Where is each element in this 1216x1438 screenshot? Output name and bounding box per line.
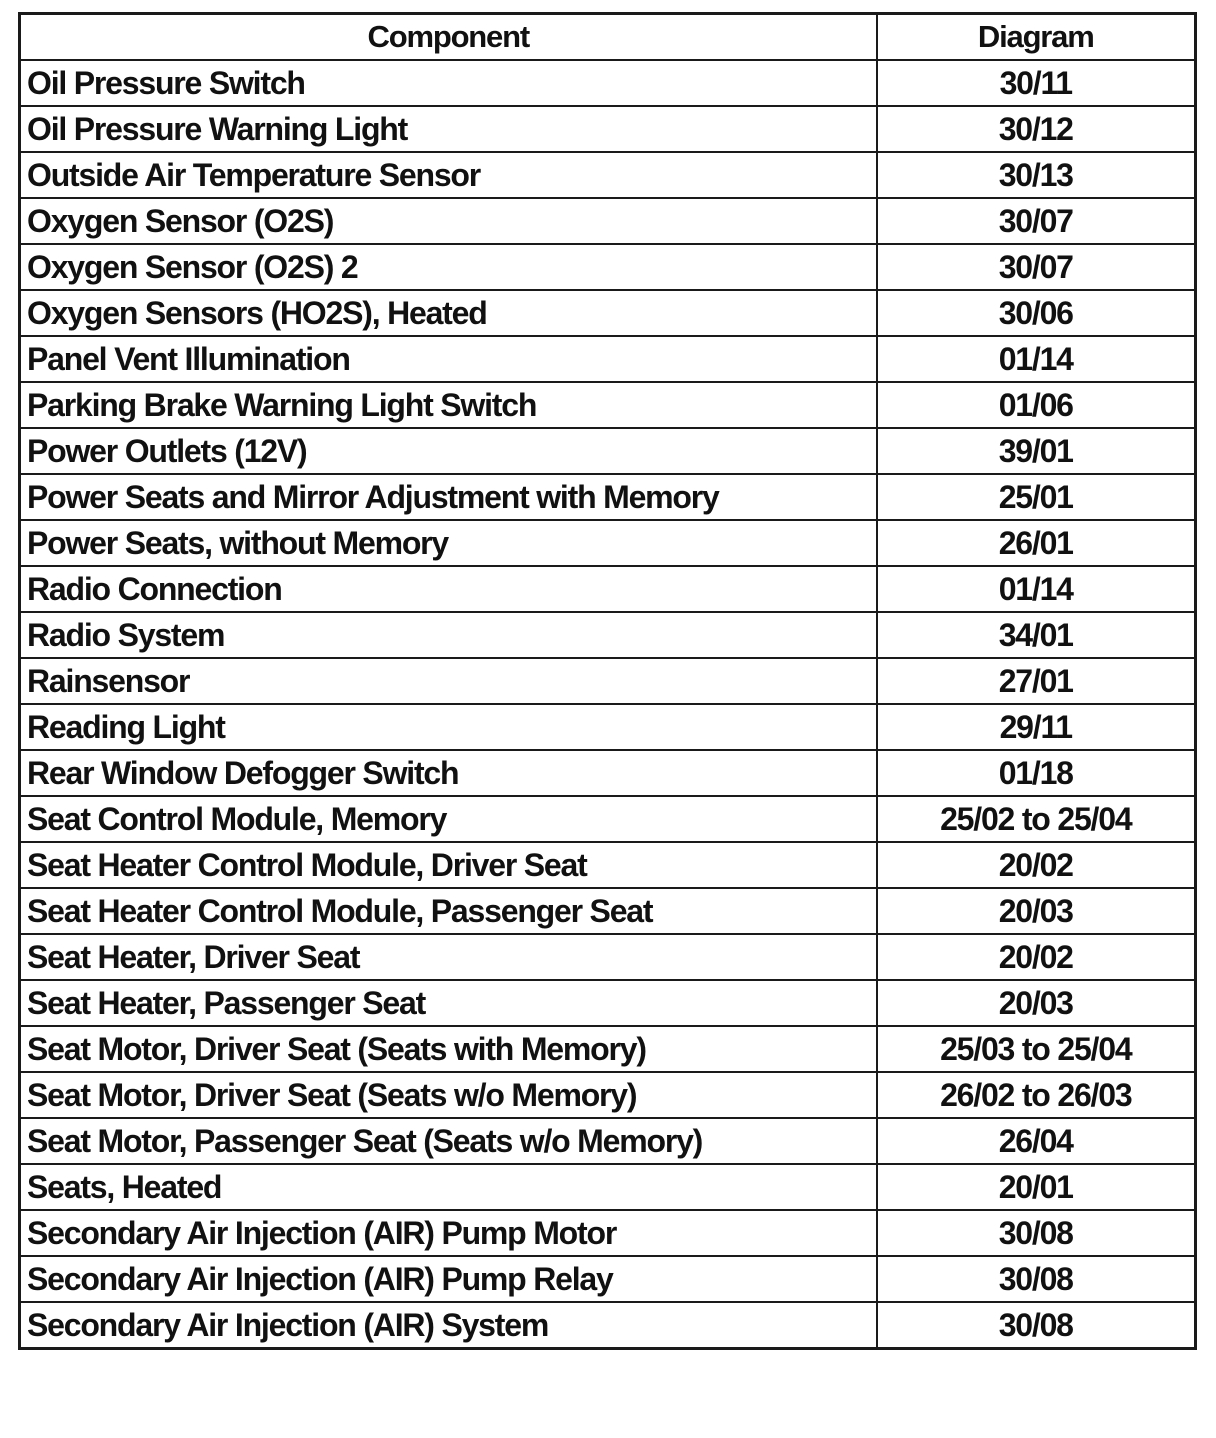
table-row [20, 704, 1196, 750]
table-row [20, 60, 1196, 106]
table-row [20, 934, 1196, 980]
diagram-cell: 20/01 [877, 1164, 1196, 1210]
diagram-cell: 30/08 [877, 1256, 1196, 1302]
table-row [20, 612, 1196, 658]
table-row [20, 888, 1196, 934]
component-cell: Power Outlets (12V) [20, 428, 877, 474]
diagram-cell: 30/06 [877, 290, 1196, 336]
component-cell: Secondary Air Injection (AIR) Pump Motor [20, 1210, 877, 1256]
component-cell: Power Seats, without Memory [20, 520, 877, 566]
component-cell: Seat Heater, Passenger Seat [20, 980, 877, 1026]
column-header-component: Component [20, 14, 877, 61]
component-cell: Oxygen Sensor (O2S) [20, 198, 877, 244]
diagram-cell: 01/14 [877, 336, 1196, 382]
component-cell: Oxygen Sensors (HO2S), Heated [20, 290, 877, 336]
diagram-cell: 29/11 [877, 704, 1196, 750]
table-row [20, 750, 1196, 796]
component-cell: Radio System [20, 612, 877, 658]
component-cell: Seat Heater, Driver Seat [20, 934, 877, 980]
table-row [20, 1164, 1196, 1210]
table-row [20, 198, 1196, 244]
table-row [20, 520, 1196, 566]
table-row [20, 474, 1196, 520]
diagram-cell: 30/07 [877, 244, 1196, 290]
diagram-cell: 30/08 [877, 1302, 1196, 1349]
component-diagram-table [18, 12, 1197, 1350]
diagram-cell: 20/02 [877, 934, 1196, 980]
component-cell: Seat Motor, Driver Seat (Seats w/o Memory) [20, 1072, 877, 1118]
component-cell: Seat Heater Control Module, Passenger Seat [20, 888, 877, 934]
table-row [20, 1072, 1196, 1118]
component-cell: Seat Control Module, Memory [20, 796, 877, 842]
diagram-cell: 20/03 [877, 888, 1196, 934]
diagram-cell: 01/06 [877, 382, 1196, 428]
table-row [20, 106, 1196, 152]
table-row [20, 1118, 1196, 1164]
diagram-cell: 01/18 [877, 750, 1196, 796]
table-row [20, 152, 1196, 198]
table-row [20, 1302, 1196, 1349]
diagram-cell: 30/08 [877, 1210, 1196, 1256]
header-row [20, 14, 1196, 61]
table-row [20, 658, 1196, 704]
component-cell: Oil Pressure Warning Light [20, 106, 877, 152]
component-cell: Seats, Heated [20, 1164, 877, 1210]
diagram-cell: 39/01 [877, 428, 1196, 474]
diagram-cell: 26/01 [877, 520, 1196, 566]
component-cell: Radio Connection [20, 566, 877, 612]
diagram-cell: 25/03 to 25/04 [877, 1026, 1196, 1072]
component-cell: Seat Motor, Driver Seat (Seats with Memory) [20, 1026, 877, 1072]
component-cell: Oxygen Sensor (O2S) 2 [20, 244, 877, 290]
diagram-cell: 30/07 [877, 198, 1196, 244]
component-cell: Panel Vent Illumination [20, 336, 877, 382]
table-row [20, 382, 1196, 428]
diagram-cell: 26/04 [877, 1118, 1196, 1164]
component-cell: Power Seats and Mirror Adjustment with Memory [20, 474, 877, 520]
table-row [20, 566, 1196, 612]
diagram-cell: 30/12 [877, 106, 1196, 152]
diagram-cell: 30/13 [877, 152, 1196, 198]
table-body [20, 60, 1196, 1349]
table-row [20, 244, 1196, 290]
component-cell: Secondary Air Injection (AIR) System [20, 1302, 877, 1349]
diagram-cell: 01/14 [877, 566, 1196, 612]
table-row [20, 290, 1196, 336]
diagram-cell: 25/02 to 25/04 [877, 796, 1196, 842]
diagram-cell: 30/11 [877, 60, 1196, 106]
component-cell: Secondary Air Injection (AIR) Pump Relay [20, 1256, 877, 1302]
diagram-cell: 34/01 [877, 612, 1196, 658]
diagram-cell: 25/01 [877, 474, 1196, 520]
table-row [20, 428, 1196, 474]
diagram-cell: 20/02 [877, 842, 1196, 888]
table-row [20, 1256, 1196, 1302]
table-row [20, 336, 1196, 382]
diagram-cell: 27/01 [877, 658, 1196, 704]
component-cell: Rear Window Defogger Switch [20, 750, 877, 796]
component-cell: Outside Air Temperature Sensor [20, 152, 877, 198]
table-header [20, 14, 1196, 61]
diagram-cell: 20/03 [877, 980, 1196, 1026]
component-cell: Parking Brake Warning Light Switch [20, 382, 877, 428]
table-row [20, 1026, 1196, 1072]
table-row [20, 842, 1196, 888]
component-cell: Seat Motor, Passenger Seat (Seats w/o Memory) [20, 1118, 877, 1164]
component-cell: Oil Pressure Switch [20, 60, 877, 106]
component-cell: Reading Light [20, 704, 877, 750]
component-cell: Seat Heater Control Module, Driver Seat [20, 842, 877, 888]
table-row [20, 1210, 1196, 1256]
component-diagram-table-wrapper [18, 12, 1194, 1350]
diagram-cell: 26/02 to 26/03 [877, 1072, 1196, 1118]
component-cell: Rainsensor [20, 658, 877, 704]
column-header-diagram: Diagram [877, 14, 1196, 61]
table-row [20, 796, 1196, 842]
table-row [20, 980, 1196, 1026]
